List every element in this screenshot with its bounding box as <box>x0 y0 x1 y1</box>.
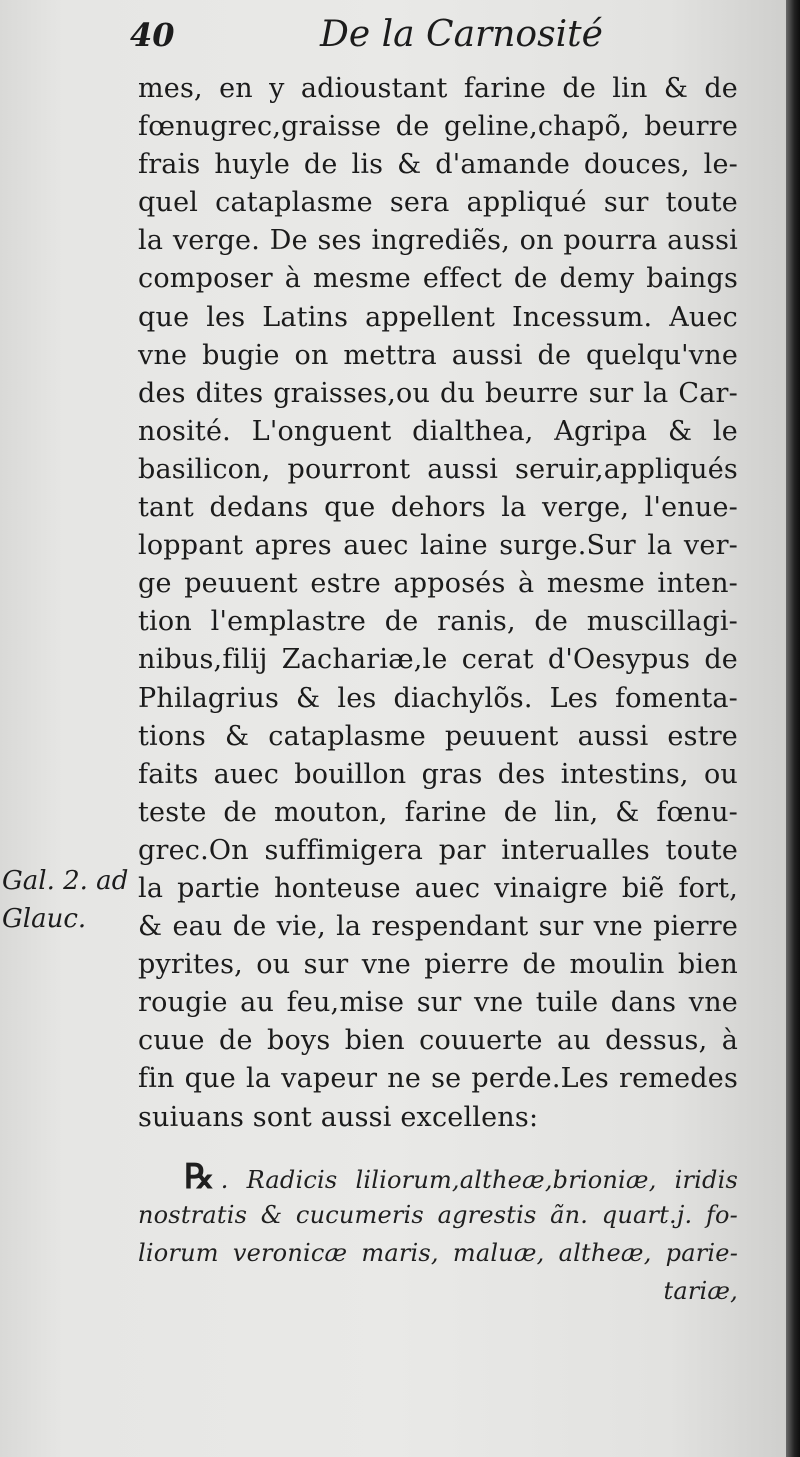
text-line: tant dedans que dehors la verge, l'enue- <box>138 492 738 524</box>
text-line: cuue de boys bien couuerte au dessus, à <box>138 1025 738 1057</box>
text-line: des dites graisses,ou du beurre sur la Car- <box>138 377 738 409</box>
text-line: nosité. L'onguent dialthea, Agripa & le <box>138 415 738 447</box>
text-line: vne bugie on mettra aussi de quelqu'vne <box>138 339 738 371</box>
marginal-note-line: Gal. 2. ad <box>2 866 129 896</box>
page-number: 40 <box>130 16 175 54</box>
recipe-text: . Radicis liliorum,altheæ,brioniæ, iridis <box>220 1166 738 1194</box>
running-head: De la Carnosité <box>320 14 603 55</box>
text-line: & eau de vie, la respendant sur vne pierre <box>138 911 738 943</box>
recipe-line: tariæ, <box>663 1277 738 1305</box>
text-line: grec.On suffimigera par interualles toute <box>138 834 738 866</box>
text-line: fœnugrec,graisse de geline,chapõ, beurre <box>138 111 738 143</box>
text-line: fin que la vapeur ne se perde.Les remedes <box>138 1063 738 1095</box>
text-line: Philagrius & les diachylõs. Les fomenta- <box>138 682 738 714</box>
text-line: pyrites, ou sur vne pierre de moulin bien <box>138 949 738 981</box>
text-line: la partie honteuse auec vinaigre biẽ fort, <box>138 872 738 904</box>
text-line: tion l'emplastre de ranis, de muscillagi- <box>138 606 738 638</box>
text-line: frais huyle de lis & d'amande douces, le- <box>138 149 738 181</box>
text-line: suiuans sont aussi excellens: <box>138 1101 539 1133</box>
recipe-block <box>138 1158 738 1310</box>
text-line: mes, en y adioustant farine de lin & de <box>138 73 738 104</box>
text-line: basilicon, pourront aussi seruir,appliqués <box>138 453 738 485</box>
page-edge-shadow <box>786 0 800 1457</box>
text-line: ge peuuent estre apposés à mesme inten- <box>138 568 738 600</box>
text-line: quel cataplasme sera appliqué sur toute <box>138 187 738 219</box>
text-line: que les Latins appellent Incessum. Auec <box>138 301 738 333</box>
recipe-line: nostratis & cucumeris agrestis ãn. quart.j. fo- <box>138 1201 738 1229</box>
text-line: loppant apres auec laine surge.Sur la ver- <box>138 530 738 562</box>
text-line: teste de mouton, farine de lin, & fœnu- <box>138 796 738 828</box>
text-line: composer à mesme effect de demy baings <box>138 263 738 295</box>
text-line: rougie au feu,mise sur vne tuile dans vne <box>138 987 738 1019</box>
body-text <box>138 70 738 1137</box>
text-line: faits auec bouillon gras des intestins, ou <box>138 758 738 790</box>
text-line: la verge. De ses ingrediẽs, on pourra aussi <box>138 225 738 257</box>
page-header <box>130 14 750 64</box>
recipe-line: liorum veronicæ maris, maluæ, altheæ, parie- <box>138 1239 738 1267</box>
marginal-note-line: Glauc. <box>2 904 87 934</box>
recipe-line <box>138 1158 738 1196</box>
text-line: tions & cataplasme peuuent aussi estre <box>138 720 738 752</box>
text-line: nibus,filij Zachariæ,le cerat d'Oesypus de <box>138 644 738 676</box>
marginal-note <box>2 862 128 938</box>
recipe-symbol: ℞ <box>184 1157 215 1197</box>
